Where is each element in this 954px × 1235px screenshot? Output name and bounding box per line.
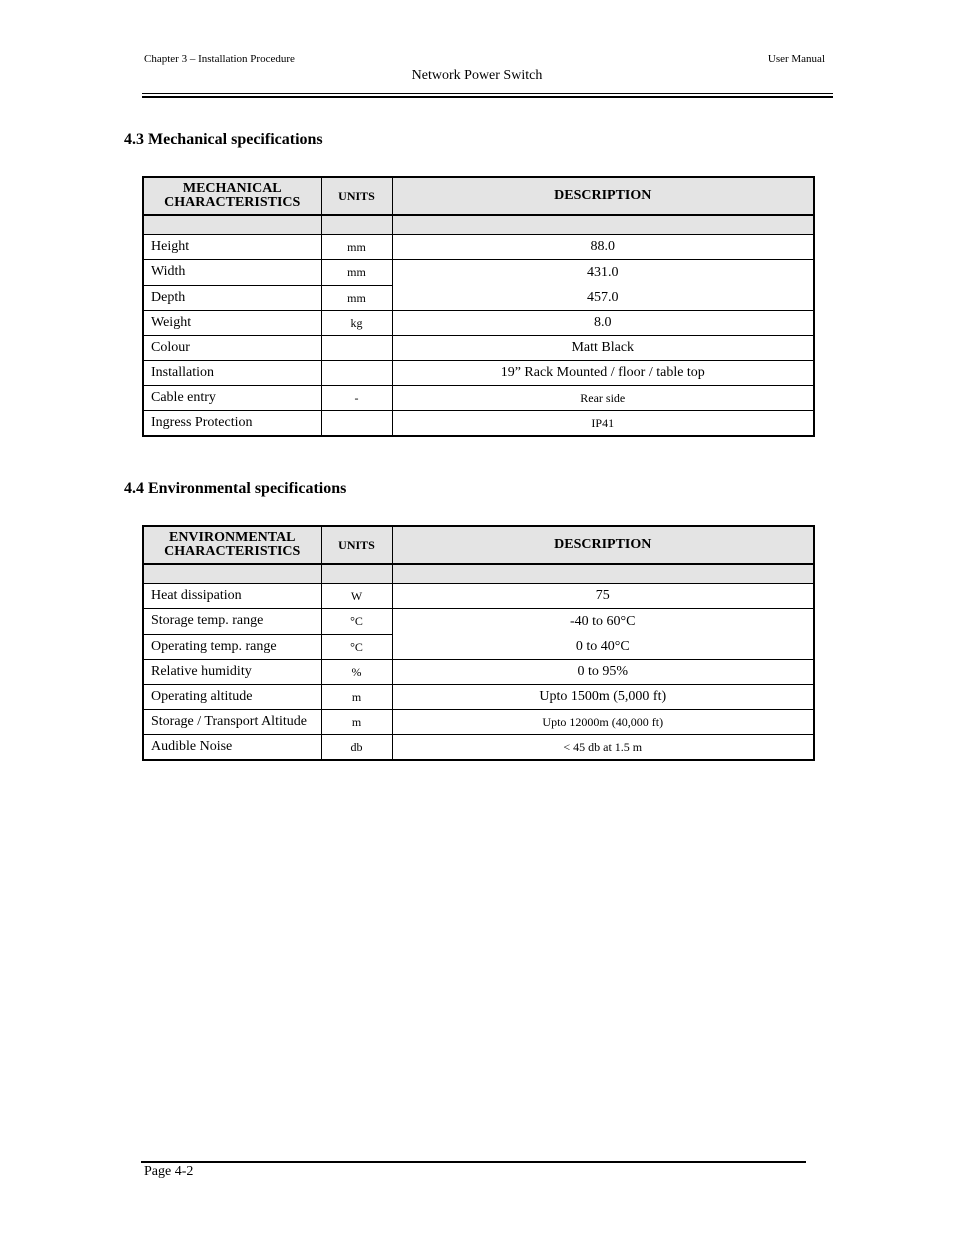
row-description: Upto 1500m (5,000 ft)	[392, 685, 814, 710]
row-name: Colour	[143, 336, 321, 361]
row-description: 0 to 95%	[392, 660, 814, 685]
row-name: Weight	[143, 311, 321, 336]
table-row	[143, 609, 814, 635]
row-name: Height	[143, 235, 321, 260]
environmental-spec-table	[142, 525, 815, 761]
column-header-description: DESCRIPTION	[392, 177, 814, 215]
table-row	[143, 411, 814, 437]
header-product: Network Power Switch	[411, 68, 543, 83]
column-header-characteristics: ENVIRONMENTAL CHARACTERISTICS	[143, 526, 321, 564]
row-description: Matt Black	[392, 336, 814, 361]
row-name: Operating temp. range	[143, 634, 321, 660]
environmental-section-title: 4.4 Environmental specifications	[124, 480, 347, 497]
column-header-description: DESCRIPTION	[392, 526, 814, 564]
table-row	[143, 260, 814, 286]
row-unit: °C	[321, 634, 392, 660]
row-name: Installation	[143, 361, 321, 386]
row-unit: db	[321, 735, 392, 761]
table-row	[143, 710, 814, 735]
row-description-merged	[392, 260, 814, 311]
row-name: Operating altitude	[143, 685, 321, 710]
column-header-characteristics: MECHANICAL CHARACTERISTICS	[143, 177, 321, 215]
row-unit	[321, 361, 392, 386]
mechanical-spec-table	[142, 176, 815, 437]
header-rule	[142, 93, 833, 94]
column-header-units: UNITS	[321, 526, 392, 564]
header-manual: User Manual	[767, 53, 825, 65]
row-description: Rear side	[392, 386, 814, 411]
table-row	[143, 660, 814, 685]
table-row	[143, 235, 814, 260]
row-description: 75	[392, 584, 814, 609]
row-description: Upto 12000m (40,000 ft)	[392, 710, 814, 735]
row-description: 8.0	[392, 311, 814, 336]
row-unit: mm	[321, 235, 392, 260]
row-unit: -	[321, 386, 392, 411]
header-chapter: Chapter 3 – Installation Procedure	[144, 53, 295, 65]
row-unit: m	[321, 685, 392, 710]
row-unit: mm	[321, 260, 392, 286]
column-header-units: UNITS	[321, 177, 392, 215]
row-unit: W	[321, 584, 392, 609]
row-name: Cable entry	[143, 386, 321, 411]
row-description: 88.0	[392, 235, 814, 260]
row-name: Width	[143, 260, 321, 286]
table-row	[143, 311, 814, 336]
row-name: Storage / Transport Altitude	[143, 710, 321, 735]
row-unit: m	[321, 710, 392, 735]
row-description: 457.0	[587, 290, 619, 305]
page-number: Page 4-2	[144, 1164, 194, 1179]
row-name: Audible Noise	[143, 735, 321, 761]
row-unit	[321, 336, 392, 361]
row-unit: °C	[321, 609, 392, 635]
mechanical-section-title: 4.3 Mechanical specifications	[124, 131, 323, 148]
row-name: Storage temp. range	[143, 609, 321, 635]
row-description: 431.0	[587, 265, 619, 280]
row-description-merged	[392, 609, 814, 660]
table-row	[143, 584, 814, 609]
row-unit: %	[321, 660, 392, 685]
row-description: -40 to 60°C	[570, 614, 636, 629]
row-unit: kg	[321, 311, 392, 336]
table-row	[143, 735, 814, 761]
footer-rule	[141, 1161, 806, 1163]
row-name: Depth	[143, 285, 321, 311]
row-unit	[321, 411, 392, 437]
table-row	[143, 386, 814, 411]
row-description: < 45 db at 1.5 m	[392, 735, 814, 761]
table-row	[143, 336, 814, 361]
row-unit: mm	[321, 285, 392, 311]
row-name: Heat dissipation	[143, 584, 321, 609]
row-name: Ingress Protection	[143, 411, 321, 437]
header-rule-thick	[142, 96, 833, 98]
table-row	[143, 361, 814, 386]
row-description: 0 to 40°C	[575, 639, 630, 654]
row-description: 19” Rack Mounted / floor / table top	[392, 361, 814, 386]
row-name: Relative humidity	[143, 660, 321, 685]
table-row	[143, 685, 814, 710]
row-description: IP41	[392, 411, 814, 437]
